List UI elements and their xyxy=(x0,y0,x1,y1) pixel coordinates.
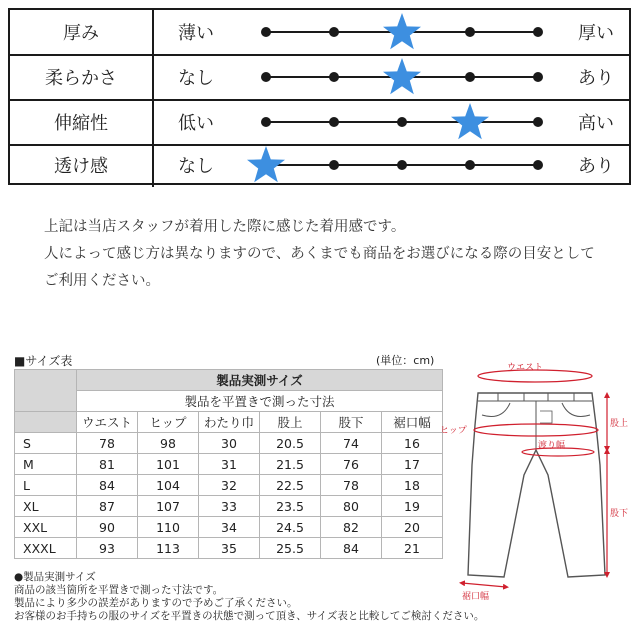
table-cell: 74 xyxy=(321,433,382,454)
waist-label: ウエスト xyxy=(507,363,544,373)
feel-row-stretch xyxy=(10,100,629,146)
table-cell: 84 xyxy=(321,538,382,559)
table-cell: 110 xyxy=(138,517,199,538)
rise-label: 股上 xyxy=(610,419,629,429)
level-star-icon xyxy=(383,58,421,94)
size-header-sub: 製品を平置きで測った寸法 xyxy=(77,391,443,412)
size-label: M xyxy=(15,454,77,475)
feel-max-label: あり xyxy=(578,156,614,177)
scale-dot xyxy=(329,160,339,170)
table-cell: 20.5 xyxy=(260,433,321,454)
feel-scale xyxy=(240,10,560,54)
scale-dot xyxy=(329,72,339,82)
feel-label: 厚み xyxy=(10,10,154,54)
hip-label: ヒップ xyxy=(440,426,467,436)
scale-dot xyxy=(465,27,475,37)
feel-label: 伸縮性 xyxy=(10,100,154,144)
note-line: 上記は当店スタッフが着用した際に感じた着用感です。 xyxy=(44,219,406,235)
table-cell: 20 xyxy=(382,517,443,538)
table-cell: 81 xyxy=(77,454,138,475)
feel-max-label: 高い xyxy=(578,113,614,134)
scale-dot xyxy=(465,72,475,82)
feel-row-softness xyxy=(10,55,629,101)
inseam-measure xyxy=(607,451,628,575)
table-cell: 24.5 xyxy=(260,517,321,538)
feel-min-label: 薄い xyxy=(178,23,214,44)
table-cell: 19 xyxy=(382,496,443,517)
table-cell: 80 xyxy=(321,496,382,517)
table-row xyxy=(15,475,443,496)
size-column-corner xyxy=(15,412,77,433)
table-cell: 107 xyxy=(138,496,199,517)
feel-scale xyxy=(240,100,560,144)
scale-dot xyxy=(533,27,543,37)
size-header-row xyxy=(15,370,443,391)
thigh-label: 渡り幅 xyxy=(538,441,566,451)
hem-label: 裾口幅 xyxy=(462,592,490,602)
inseam-label: 股下 xyxy=(610,509,629,519)
feel-scale xyxy=(240,143,560,187)
table-cell: 98 xyxy=(138,433,199,454)
scale-dot xyxy=(533,160,543,170)
table-cell: 101 xyxy=(138,454,199,475)
table-row xyxy=(15,517,443,538)
feel-max-label: あり xyxy=(578,68,614,89)
scale-dot xyxy=(533,117,543,127)
size-corner-cell xyxy=(15,370,77,412)
table-cell: 34 xyxy=(199,517,260,538)
footnote-title: ●製品実測サイズ xyxy=(14,571,96,583)
feel-row-sheerness xyxy=(10,143,629,187)
table-cell: 93 xyxy=(77,538,138,559)
column-header: 股上 xyxy=(260,412,321,433)
size-label: S xyxy=(15,433,77,454)
scale-dot xyxy=(261,72,271,82)
table-cell: 78 xyxy=(321,475,382,496)
scale-dot xyxy=(397,160,407,170)
feel-row-thickness xyxy=(10,10,629,56)
table-cell: 21 xyxy=(382,538,443,559)
feel-min-label: なし xyxy=(178,68,214,89)
table-cell: 30 xyxy=(199,433,260,454)
column-header: 股下 xyxy=(321,412,382,433)
level-star-icon xyxy=(451,103,489,139)
scale-dot xyxy=(329,27,339,37)
table-cell: 33 xyxy=(199,496,260,517)
column-header: ヒップ xyxy=(138,412,199,433)
table-cell: 76 xyxy=(321,454,382,475)
table-row xyxy=(15,433,443,454)
feel-scale xyxy=(240,55,560,99)
level-star-icon xyxy=(247,146,285,182)
size-table-unit: (単位：cm) xyxy=(376,354,435,367)
measurement-footnote xyxy=(14,571,484,623)
rise-measure xyxy=(607,395,628,449)
footnote-line: 商品の該当箇所を平置きで測った寸法です。 xyxy=(14,584,224,596)
scale-dot xyxy=(261,117,271,127)
level-star-icon xyxy=(383,13,421,49)
waist-measure xyxy=(478,362,592,382)
table-cell: 90 xyxy=(77,517,138,538)
table-cell: 104 xyxy=(138,475,199,496)
pants-outline xyxy=(468,393,605,577)
table-cell: 84 xyxy=(77,475,138,496)
scale-dot xyxy=(397,117,407,127)
size-label: XXL xyxy=(15,517,77,538)
table-cell: 18 xyxy=(382,475,443,496)
hip-measure xyxy=(440,424,598,436)
table-cell: 82 xyxy=(321,517,382,538)
column-header: わたり巾 xyxy=(199,412,260,433)
table-cell: 31 xyxy=(199,454,260,475)
size-label: XXXL xyxy=(15,538,77,559)
fabric-feel-table xyxy=(8,8,631,185)
feel-min-label: 低い xyxy=(178,113,214,134)
table-cell: 32 xyxy=(199,475,260,496)
table-row xyxy=(15,496,443,517)
column-header: 裾口幅 xyxy=(382,412,443,433)
footnote-line: お客様のお手持ちの服のサイズを平置きの状態で測って頂き、サイズ表と比較してご検討ください。 xyxy=(14,610,485,622)
pants-measurement-diagram xyxy=(440,355,636,605)
hem-measure xyxy=(462,583,506,602)
table-cell: 22.5 xyxy=(260,475,321,496)
table-cell: 25.5 xyxy=(260,538,321,559)
table-cell: 78 xyxy=(77,433,138,454)
size-label: XL xyxy=(15,496,77,517)
scale-dot xyxy=(465,160,475,170)
table-cell: 87 xyxy=(77,496,138,517)
thigh-measure xyxy=(522,439,594,456)
size-header-main: 製品実測サイズ xyxy=(77,370,443,391)
table-cell: 23.5 xyxy=(260,496,321,517)
table-cell: 16 xyxy=(382,433,443,454)
feel-min-label: なし xyxy=(178,156,214,177)
feel-max-label: 厚い xyxy=(578,23,614,44)
table-cell: 17 xyxy=(382,454,443,475)
size-column-row xyxy=(15,412,443,433)
size-label: L xyxy=(15,475,77,496)
feel-label: 透け感 xyxy=(10,143,154,187)
footnote-line: 製品により多少の誤差がありますので予めご了承ください。 xyxy=(14,597,298,609)
size-table-caption: ■サイズ表 xyxy=(14,354,73,368)
table-cell: 113 xyxy=(138,538,199,559)
table-cell: 21.5 xyxy=(260,454,321,475)
size-subheader-row xyxy=(15,391,443,412)
table-row xyxy=(15,454,443,475)
feel-label: 柔らかさ xyxy=(10,55,154,99)
note-line: ご利用ください。 xyxy=(44,273,160,289)
note-line: 人によって感じ方は異なりますので、あくまでも商品をお選びになる際の目安として xyxy=(44,246,595,262)
column-header: ウエスト xyxy=(77,412,138,433)
size-table xyxy=(14,369,443,559)
table-cell: 35 xyxy=(199,538,260,559)
scale-dot xyxy=(261,27,271,37)
scale-dot xyxy=(329,117,339,127)
table-row xyxy=(15,538,443,559)
wear-feel-note xyxy=(44,214,604,295)
scale-dot xyxy=(533,72,543,82)
